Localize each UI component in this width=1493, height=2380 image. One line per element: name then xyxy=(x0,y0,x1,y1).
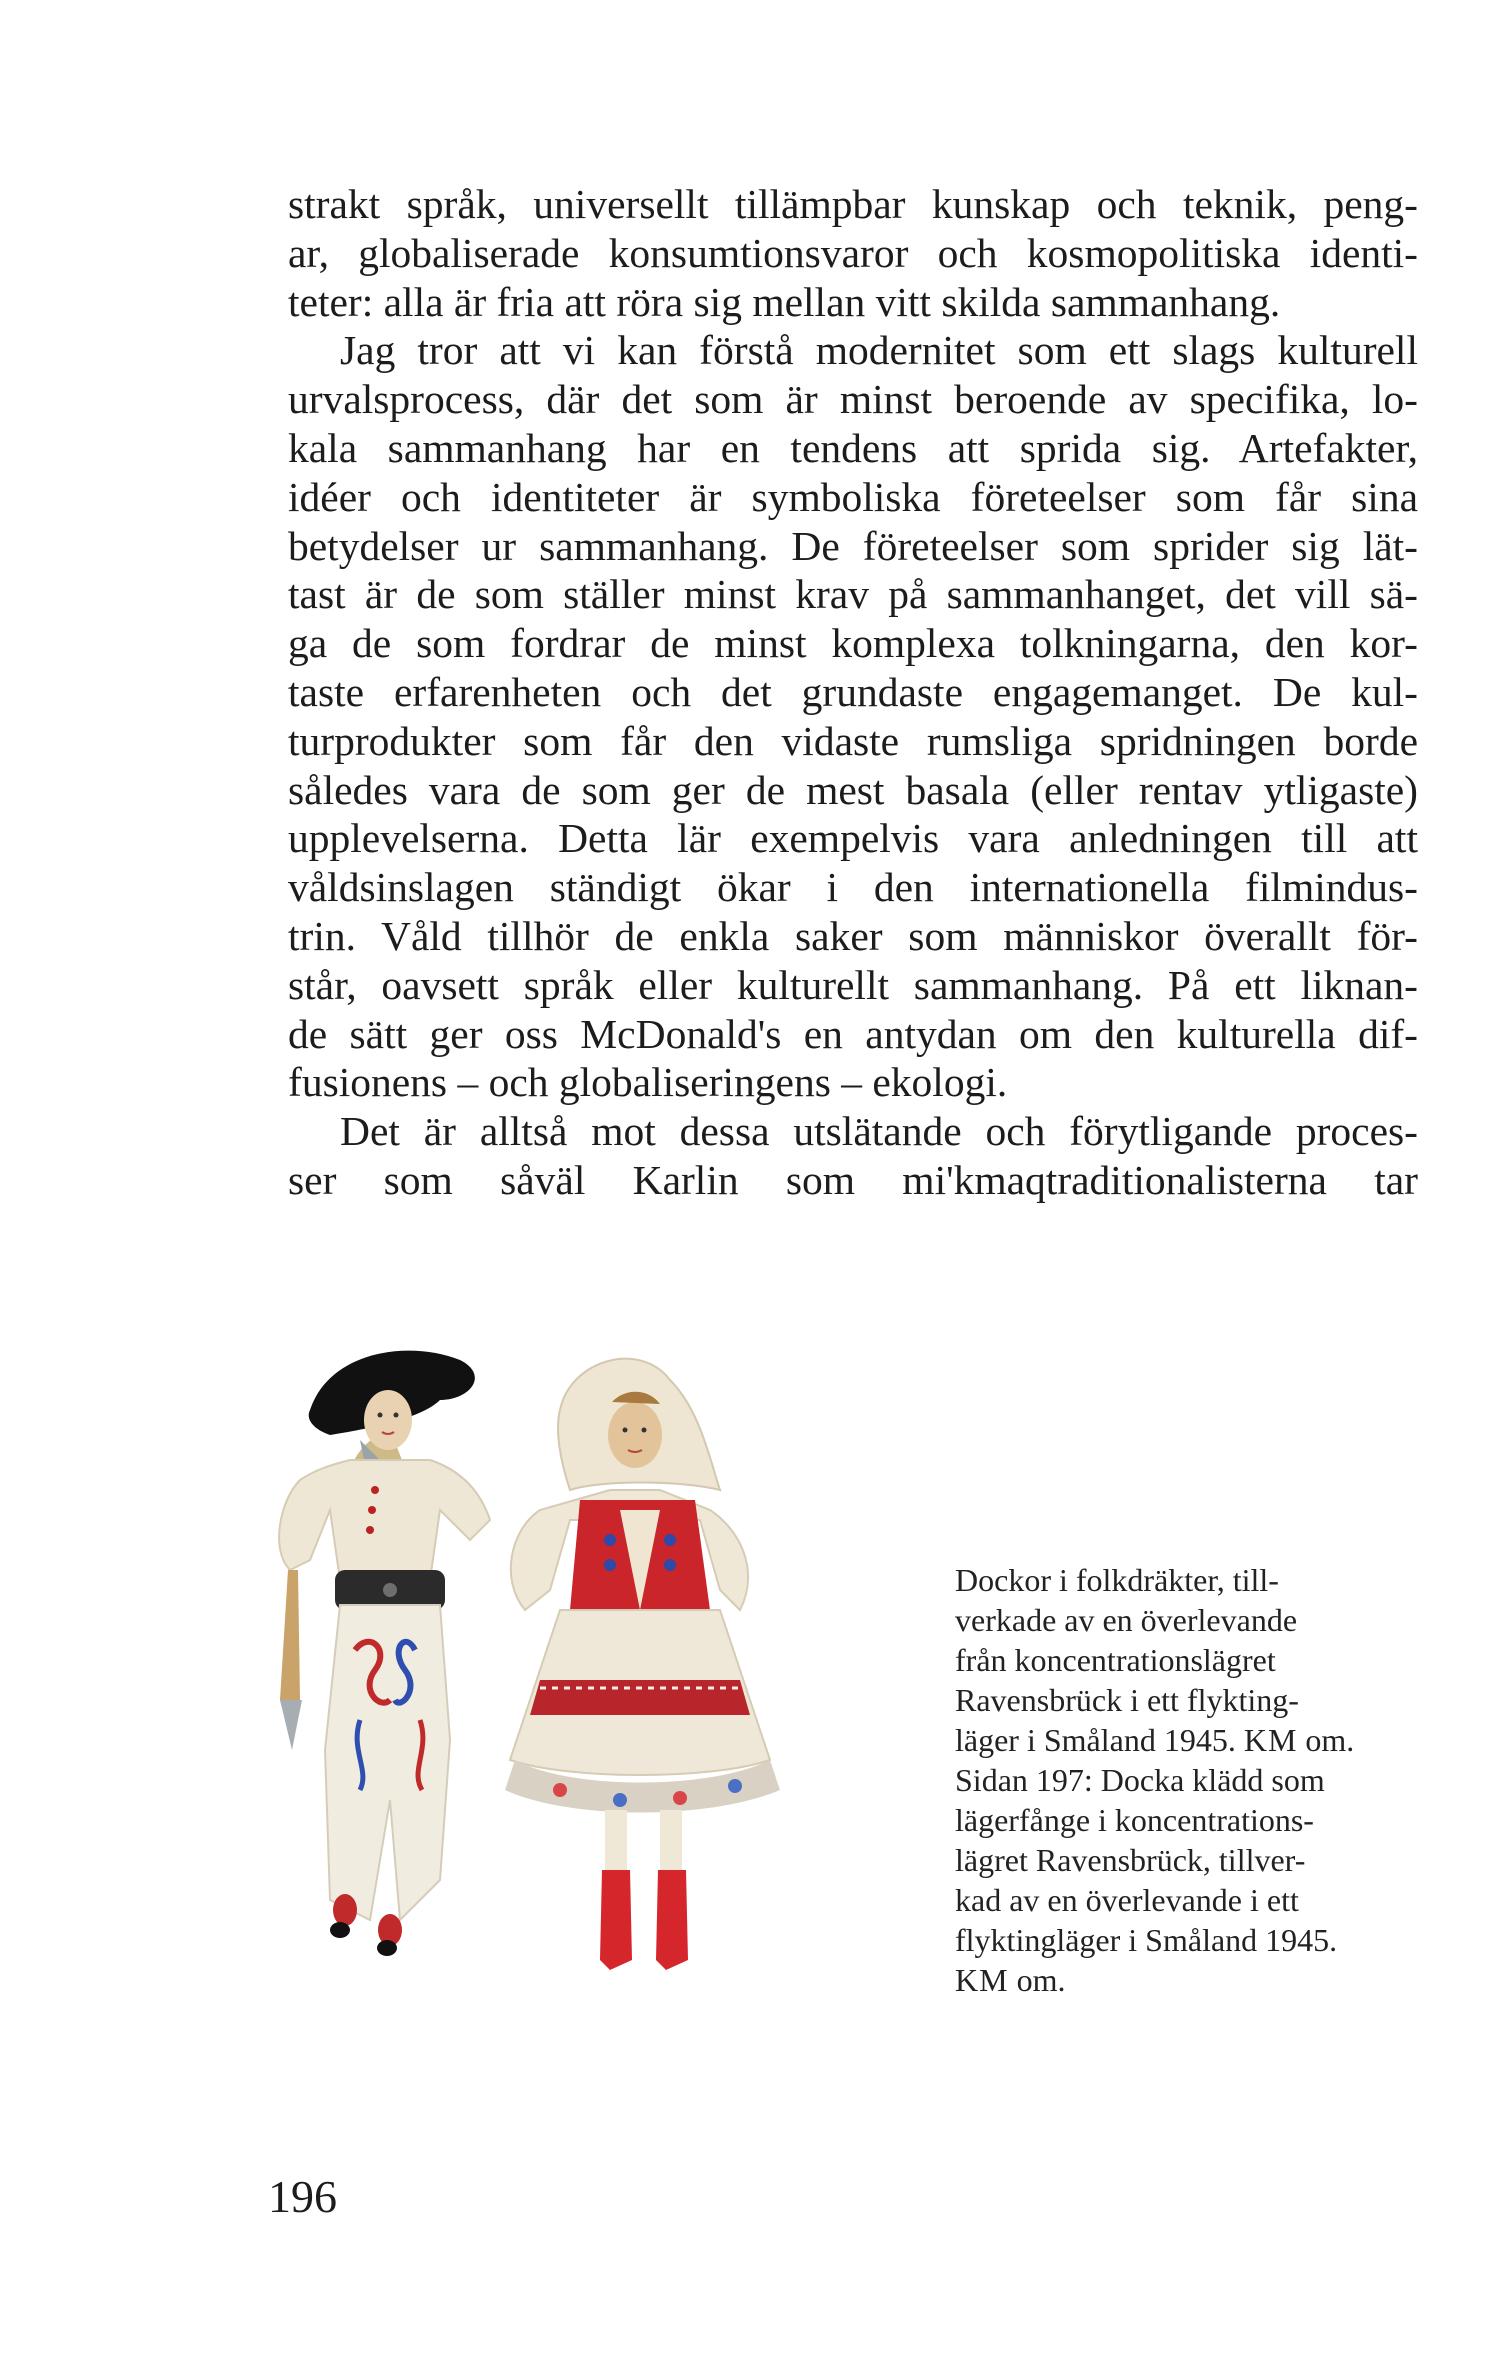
text-line: kala sammanhang har en tendens att sprida sig. Artefakter, xyxy=(288,424,1418,471)
text-line: står, oavsett språk eller kulturellt sammanhang. På ett liknan- xyxy=(288,961,1418,1008)
page-number: 196 xyxy=(268,2171,337,2222)
female-doll xyxy=(505,1359,780,1970)
text-line: betydelser ur sammanhang. De företeelser som sprider sig lät- xyxy=(288,522,1418,569)
dolls-illustration xyxy=(240,1320,920,2060)
caption-line xyxy=(955,1720,1395,1760)
text-line: turprodukter som får den vidaste rumsliga spridningen borde xyxy=(288,717,1418,764)
male-doll xyxy=(279,1351,490,1956)
text-line: de sätt ger oss McDonald's en antydan om den kulturella dif- xyxy=(288,1010,1418,1057)
caption-text: om. xyxy=(1305,1722,1355,1758)
text-line: således vara de som ger de mest basala (eller rentav ytligaste) xyxy=(288,766,1418,813)
caption-text: om. xyxy=(1016,1962,1066,1998)
text-line: ar, globaliserade konsumtionsvaror och kosmopolitiska identi- xyxy=(288,229,1418,276)
caption-line: kad av en överlevande i ett xyxy=(955,1882,1299,1918)
text-line: taste erfarenheten och det grundaste engagemanget. De kul- xyxy=(288,668,1418,715)
caption-line xyxy=(955,1960,1395,2000)
text-line: fusionens – och globaliseringens – ekologi. xyxy=(288,1059,1008,1106)
paragraph-1 xyxy=(288,180,1418,326)
caption-line: från koncentrationslägret xyxy=(955,1642,1276,1678)
text-line: trin. Våld tillhör de enkla saker som människor överallt för- xyxy=(288,912,1418,959)
paragraph-3 xyxy=(288,1107,1418,1205)
text-line: urvalsprocess, där det som är minst beroende av specifika, lo- xyxy=(288,376,1418,423)
caption-line: flyktingläger i Småland 1945. xyxy=(955,1922,1338,1958)
figure-caption xyxy=(955,1560,1395,2000)
caption-line: Ravensbrück i ett flykting- xyxy=(955,1682,1299,1718)
dolls-photograph xyxy=(240,1320,920,2060)
text-line: upplevelserna. Detta lär exempelvis vara anledningen till att xyxy=(288,815,1418,862)
text-line: ser som såväl Karlin som mi'kmaqtraditionalisterna tar xyxy=(288,1156,1418,1203)
caption-line: lägret Ravensbrück, tillver- xyxy=(955,1842,1306,1878)
text-line: Det är alltså mot dessa utslätande och förytligande proces- xyxy=(340,1108,1418,1155)
caption-line: Dockor i folkdräkter, till- xyxy=(955,1562,1279,1598)
text-line: idéer och identiteter är symboliska företeelser som får sina xyxy=(288,473,1418,520)
caption-text: läger i Småland 1945. xyxy=(955,1722,1236,1758)
text-line: teter: alla är fria att röra sig mellan vitt skilda sammanhang. xyxy=(288,278,1281,325)
paragraph-2 xyxy=(288,326,1418,1107)
body-text xyxy=(288,180,1418,1205)
text-line: ga de som fordrar de minst komplexa tolkningarna, den kor- xyxy=(288,620,1418,667)
caption-line: verkade av en överlevande xyxy=(955,1602,1298,1638)
text-line: strakt språk, universellt tillämpbar kunskap och teknik, peng- xyxy=(288,181,1418,227)
text-line: Jag tror att vi kan förstå modernitet som ett slags kulturell xyxy=(340,327,1418,374)
caption-credit: KM xyxy=(1243,1722,1298,1758)
text-line: tast är de som ställer minst krav på sammanhanget, det vill sä- xyxy=(288,571,1418,618)
text-line: våldsinslagen ständigt ökar i den internationella filmindus- xyxy=(288,864,1418,911)
caption-line: lägerfånge i koncentrations- xyxy=(955,1802,1314,1838)
caption-credit: KM xyxy=(955,1962,1009,1998)
caption-line: Sidan 197: Docka klädd som xyxy=(955,1762,1325,1798)
